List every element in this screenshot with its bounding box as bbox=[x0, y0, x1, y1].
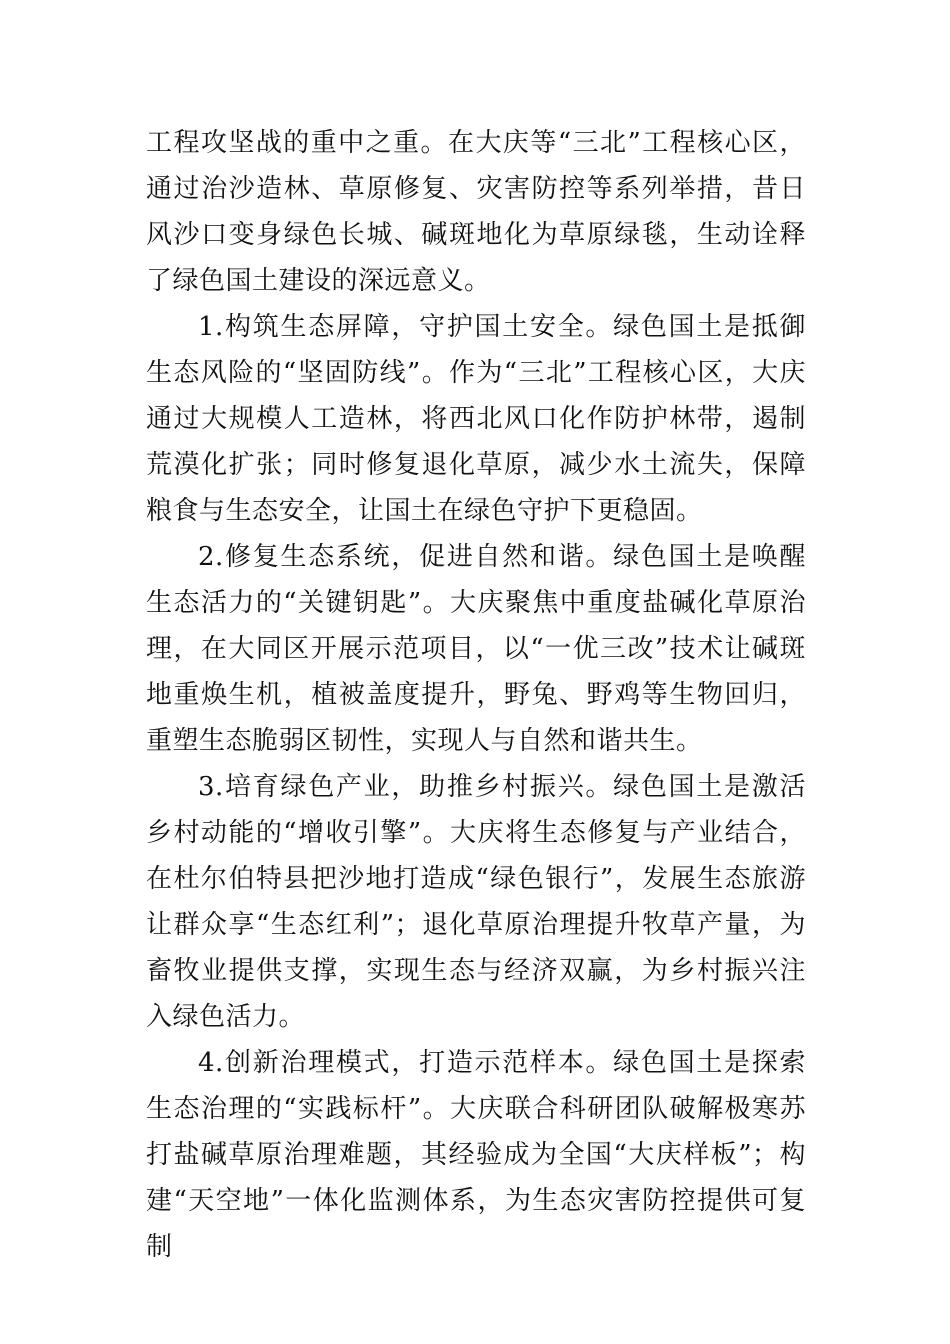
paragraph-continuation: 工程攻坚战的重中之重。在大庆等“三北”工程核心区，通过治沙造林、草原修复、灾害防控等系列举措，昔日风沙口变身绿色长城、碱斑地化为草原绿毯，生动诠释了绿色国土建设的深远意义。 bbox=[146, 128, 806, 296]
paragraph-point-1: 1.构筑生态屏障，守护国土安全。绿色国土是抵御生态风险的“坚固防线”。作为“三北”工程核心区，大庆通过大规模人工造林，将西北风口化作防护林带，遏制荒漠化扩张；同时修复退化草原，减少水土流失，保障粮食与生态安全，让国土在绿色守护下更稳固。 bbox=[146, 312, 806, 526]
paragraph-point-3: 3.培育绿色产业，助推乡村振兴。绿色国土是激活乡村动能的“增收引擎”。大庆将生态修复与产业结合，在杜尔伯特县把沙地打造成“绿色银行”，发展生态旅游让群众享“生态红利”；退化草原治理提升牧草产量，为畜牧业提供支撑，实现生态与经济双赢，为乡村振兴注入绿色活力。 bbox=[146, 772, 806, 1032]
document-body bbox=[146, 120, 806, 1270]
paragraph-point-2: 2.修复生态系统，促进自然和谐。绿色国土是唤醒生态活力的“关键钥匙”。大庆聚焦中重度盐碱化草原治理，在大同区开展示范项目，以“一优三改”技术让碱斑地重焕生机，植被盖度提升，野兔、野鸡等生物回归，重塑生态脆弱区韧性，实现人与自然和谐共生。 bbox=[146, 542, 806, 756]
paragraph-point-4: 4.创新治理模式，打造示范样本。绿色国土是探索生态治理的“实践标杆”。大庆联合科研团队破解极寒苏打盐碱草原治理难题，其经验成为全国“大庆样板”；构建“天空地”一体化监测体系，为生态灾害防控提供可复制 bbox=[146, 1048, 806, 1262]
